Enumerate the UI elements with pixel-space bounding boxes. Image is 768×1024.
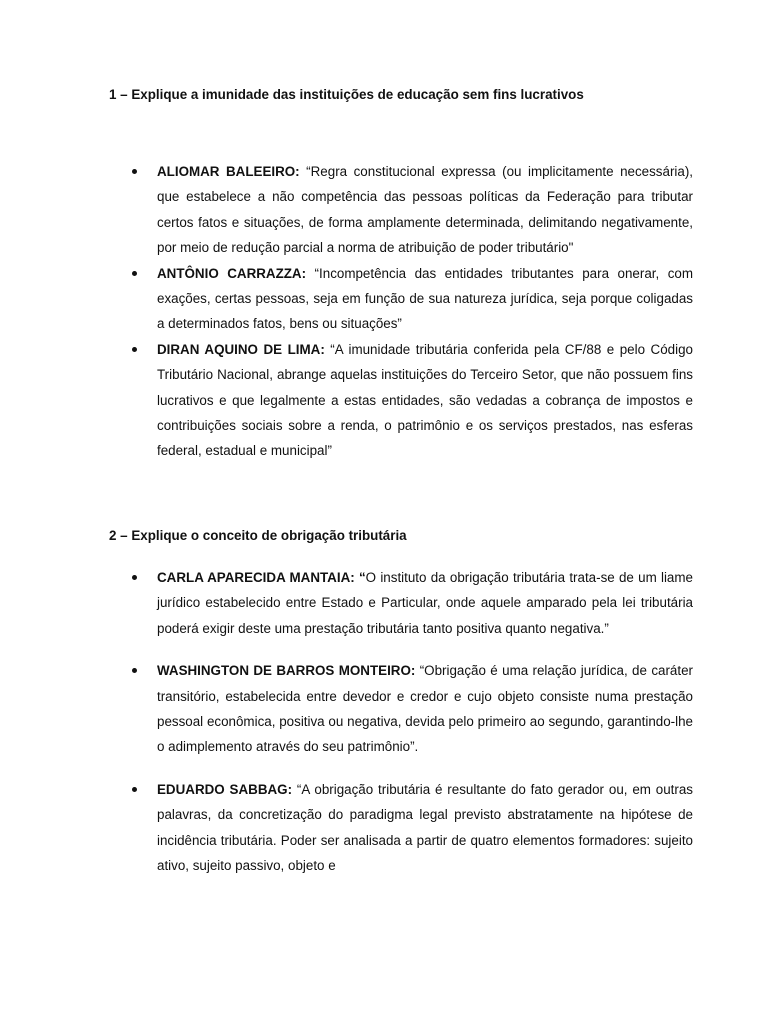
answer-washington-de-barros-monteiro	[0, 658, 768, 760]
answer-diran-aquino-de-lima	[0, 337, 768, 464]
answer-aliomar-baleeiro	[0, 159, 768, 261]
answer-text	[157, 565, 693, 641]
author-name: EDUARDO SABBAG:	[157, 781, 293, 797]
author-name: ALIOMAR BALEEIRO:	[157, 164, 300, 179]
answer-text	[157, 777, 693, 879]
bullet-icon	[132, 787, 137, 792]
author-name: DIRAN AQUINO DE LIMA:	[157, 341, 325, 357]
answer-text	[157, 658, 693, 760]
answer-carla-aparecida-mantaia	[0, 565, 768, 641]
quote-text: “A obrigação tributária é resultante do fato gerador ou, em outras palavras, da concretização do paradigma legal previsto abstratamente na hipótese de incidência tributária. Poder ser analisada a partir de quatro elementos formadores: sujeito ativo, sujeito passivo, objeto e	[157, 781, 693, 874]
answer-text	[157, 159, 693, 261]
author-name: WASHINGTON DE BARROS MONTEIRO:	[157, 663, 416, 679]
quote-text: “Regra constitucional expressa (ou implicitamente necessária), que estabelece a não competência das pessoas políticas da Federação para tributar certos fatos e situações, de forma amplamente determinada, delimitando negativamente, por meio de redução parcial a norma de atribuição de poder tributário"	[157, 164, 694, 256]
answer-eduardo-sabbag	[0, 777, 768, 879]
bullet-icon	[132, 271, 137, 276]
question-1-answers	[0, 159, 768, 464]
quote-text: “A imunidade tributária conferida pela CF/88 e pelo Código Tributário Nacional, abrange aquelas instituições do Terceiro Setor, que não possuem fins lucrativos e que legalmente a estas entidades, são vedadas a cobrança de impostos e contribuições sociais sobre a renda, o patrimônio e os serviços prestados, nas esferas federal, estadual e municipal”	[157, 341, 693, 459]
author-name: CARLA APARECIDA MANTAIA: “	[157, 570, 366, 585]
quote-text: “Obrigação é uma relação jurídica, de caráter transitório, estabelecida entre devedor e credor e cujo objeto consiste numa prestação pessoal econômica, positiva ou negativa, devida pelo primeiro ao segundo, garantindo-lhe o adimplemento através do seu patrimônio”.	[157, 663, 693, 755]
bullet-icon	[132, 668, 137, 673]
question-2-answers	[0, 565, 768, 878]
bullet-icon	[132, 347, 137, 352]
question-1-heading: 1 – Explique a imunidade das instituições de educação sem fins lucrativos	[109, 87, 584, 102]
quote-text: “Incompetência das entidades tributantes para onerar, com exações, certas pessoas, seja em função de sua natureza jurídica, seja porque coligadas a determinados fatos, bens ou situações”	[157, 265, 693, 332]
answer-antonio-carrazza	[0, 261, 768, 337]
answer-text	[157, 261, 693, 337]
question-2-heading: 2 – Explique o conceito de obrigação tributária	[109, 528, 407, 543]
quote-text: O instituto da obrigação tributária trata-se de um liame jurídico estabelecido entre Estado e Particular, onde aquele amparado pela lei tributária poderá exigir deste uma prestação tributária tanto positiva quanto negativa.”	[157, 570, 693, 636]
author-name: ANTÔNIO CARRAZZA:	[157, 265, 307, 281]
bullet-icon	[132, 575, 137, 580]
answer-text	[157, 337, 693, 464]
bullet-icon	[132, 169, 137, 174]
